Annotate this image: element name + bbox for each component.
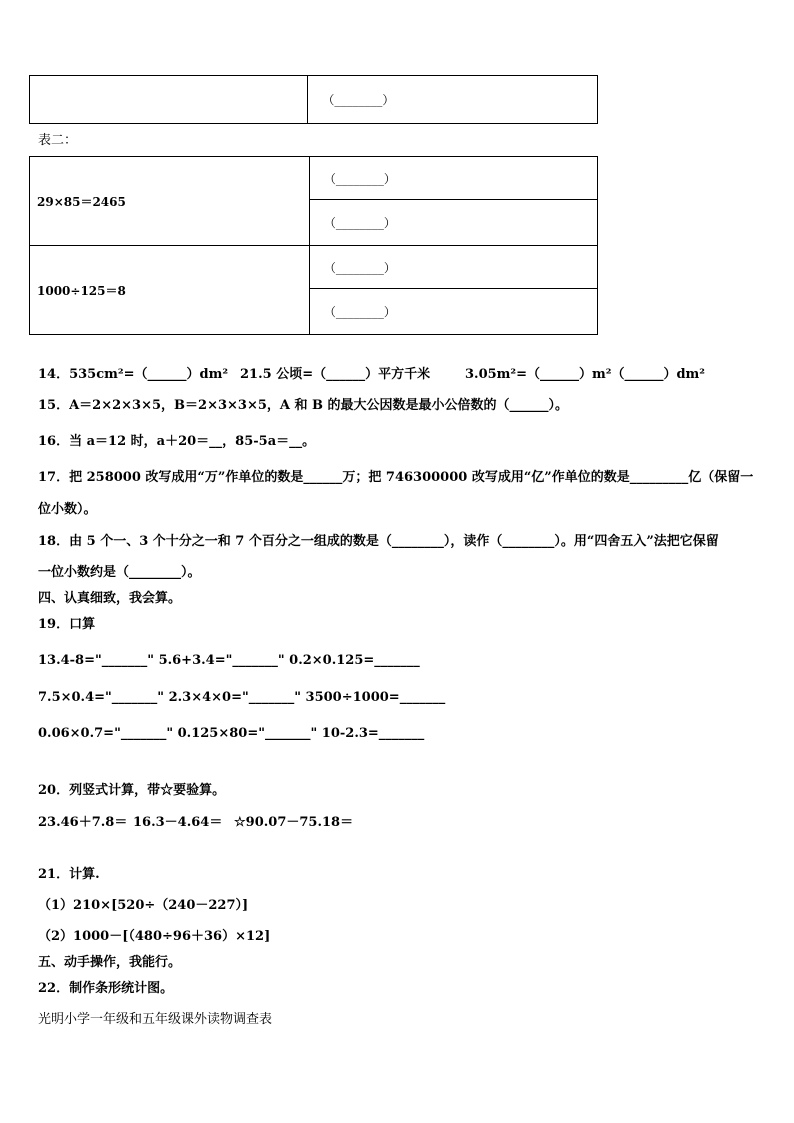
question-14-part2: 21.5 公顷=（______）平方千米 — [240, 367, 431, 382]
answer-cell — [309, 246, 597, 289]
vertical-calc-item: 16.3－4.64＝ — [133, 815, 223, 830]
question-20-title: 20．列竖式计算，带☆要验算。 — [38, 783, 226, 798]
table-one — [29, 75, 598, 124]
question-21-title: 21．计算. — [38, 867, 100, 882]
answer-blank: （________） — [323, 216, 396, 230]
question-17-line2: 位小数）。 — [38, 502, 97, 517]
table-two-label: 表二： — [38, 133, 78, 148]
question-14-part3: 3.05m²=（______）m²（______）dm² — [465, 367, 705, 382]
calc-item: （1）210×[520÷（240－227）] — [38, 898, 249, 913]
equation-cell: 1000÷125＝8 — [30, 246, 310, 335]
answer-cell — [309, 157, 597, 200]
answer-cell — [309, 200, 597, 246]
answer-blank: （________） — [323, 305, 396, 319]
question-19-title: 19．口算 — [38, 617, 96, 632]
answer-blank: （________） — [323, 171, 396, 186]
question-16: 16．当 a＝12 时，a＋20＝__，85-5a＝__。 — [38, 434, 316, 449]
answer-cell — [309, 289, 597, 335]
table-one-answer-cell — [308, 76, 598, 124]
answer-blank: （________） — [323, 260, 396, 275]
table-one-empty-cell — [30, 76, 308, 124]
question-15: 15．A＝2×2×3×5，B＝2×3×3×5，A 和 B 的最大公因数是最小公倍数的（______）。 — [38, 398, 569, 413]
vertical-calc-item: ☆90.07－75.18＝ — [234, 815, 354, 830]
calc-item: （2）1000－[（480÷96＋36）×12] — [38, 929, 271, 944]
table-two — [29, 156, 598, 335]
equation-cell: 29×85＝2465 — [30, 157, 310, 246]
question-18-line2: 一位小数约是（________）。 — [38, 565, 201, 580]
section-five-heading: 五、动手操作，我能行。 — [38, 955, 182, 970]
question-18-line1: 18．由 5 个一、3 个十分之一和 7 个百分之一组成的数是（________），读作（________）。用“四舍五入”法把它保留 — [38, 534, 719, 549]
question-14-part1: 14．535cm²=（______）dm² — [38, 367, 229, 382]
answer-blank: （________） — [322, 93, 395, 107]
table-caption: 光明小学一年级和五年级课外读物调查表 — [38, 1012, 273, 1027]
question-17-line1: 17．把 258000 改写成用“万”作单位的数是______万；把 746300000 改写成用“亿”作单位的数是_________亿（保留一 — [38, 470, 754, 485]
section-four-heading: 四、认真细致，我会算。 — [38, 591, 182, 606]
oral-calc-line: 7.5×0.4="_______" 2.3×4×0="_______" 3500÷1000=_______ — [38, 690, 446, 705]
question-22: 22．制作条形统计图。 — [38, 981, 174, 996]
oral-calc-line: 13.4-8="_______" 5.6+3.4="_______" 0.2×0.125=_______ — [38, 653, 420, 668]
oral-calc-line: 0.06×0.7="_______" 0.125×80="_______" 10-2.3=_______ — [38, 726, 425, 741]
vertical-calc-item: 23.46＋7.8＝ — [38, 815, 128, 830]
